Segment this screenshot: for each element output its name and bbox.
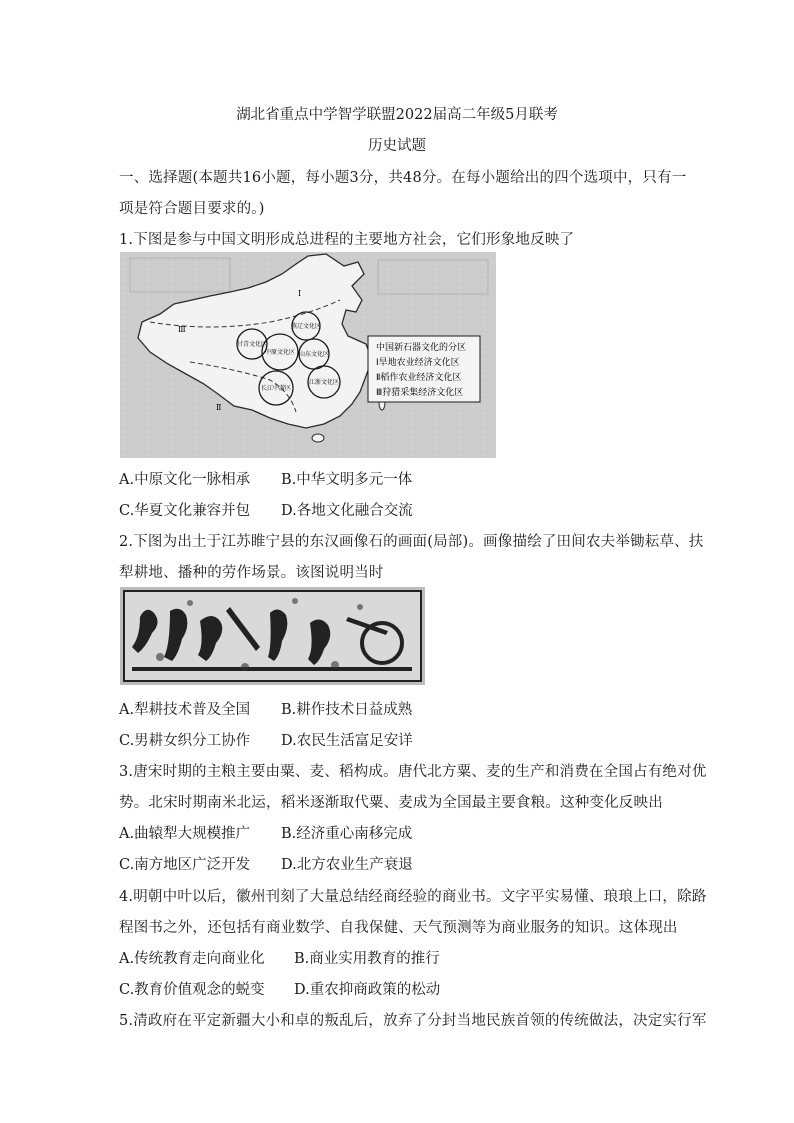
q3-option-c[interactable]: C.南方地区广泛开发 — [119, 857, 251, 873]
region-mark: Ⅱ — [216, 403, 222, 412]
q3-option-d[interactable]: D.北方农业生产衰退 — [281, 857, 413, 873]
region-mark: Ⅲ — [178, 325, 186, 334]
question-4-stem-cont: 程图书之外，还包括有商业数学、自我保健、天气预测等为商业服务的知识。这体现出 — [119, 920, 678, 936]
circle-label: 江浙文化区 — [308, 379, 340, 386]
q3-option-a[interactable]: A.曲辕犁大规模推广 — [119, 826, 251, 842]
circle-label: 燕辽文化区 — [290, 323, 322, 330]
q2-option-c[interactable]: C.男耕女织分工协作 — [119, 733, 251, 749]
q2-option-d[interactable]: D.农民生活富足安详 — [281, 733, 413, 749]
subject-title: 历史试题 — [368, 138, 426, 154]
circle-label: 甘青文化区 — [236, 341, 268, 348]
q3-option-b[interactable]: B.经济重心南移完成 — [281, 826, 413, 842]
q1-option-d[interactable]: D.各地文化融合交流 — [281, 503, 413, 519]
q4-option-c[interactable]: C.教育价值观念的蜕变 — [119, 982, 265, 998]
question-4-stem: 4.明朝中叶以后，徽州刊刻了大量总结经商经验的商业书。文字平实易懂、琅琅上口，除路 — [119, 889, 707, 905]
q2-option-a[interactable]: A.犁耕技术普及全国 — [119, 702, 251, 718]
q1-option-a[interactable]: A.中原文化一脉相承 — [119, 472, 251, 488]
han-stone-relief-image — [120, 587, 425, 685]
exam-title: 湖北省重点中学智学联盟2022届高二年级5月联考 — [236, 107, 558, 123]
circle-label: 山东文化区 — [298, 351, 330, 358]
question-3-stem-cont: 势。北宋时期南米北运，稻米逐渐取代粟、麦成为全国最主要食粮。这种变化反映出 — [119, 795, 663, 811]
circle-label: 中原文化区 — [264, 349, 296, 356]
section-intro-cont: 项是符合题目要求的。) — [119, 201, 265, 217]
legend-item: Ⅰ旱地农业经济文化区 — [376, 358, 460, 368]
question-3-stem: 3.唐宋时期的主粮主要由粟、麦、稻构成。唐代北方粟、麦的生产和消费在全国占有绝对优 — [119, 764, 707, 780]
question-1-stem: 1.下图是参与中国文明形成总进程的主要地方社会，它们形象地反映了 — [119, 232, 575, 248]
question-2-stem-cont: 犁耕地、播种的劳作场景。该图说明当时 — [119, 565, 384, 581]
legend-item: Ⅲ狩猎采集经济文化区 — [376, 388, 464, 398]
q2-option-b[interactable]: B.耕作技术日益成熟 — [281, 702, 413, 718]
q4-option-a[interactable]: A.传统教育走向商业化 — [119, 951, 265, 967]
neolithic-culture-map — [120, 252, 496, 458]
question-5-stem: 5.清政府在平定新疆大小和卓的叛乱后，放弃了分封当地民族首领的传统做法，决定实行军 — [119, 1013, 707, 1029]
q1-option-c[interactable]: C.华夏文化兼容并包 — [119, 503, 251, 519]
region-mark: Ⅰ — [298, 289, 302, 298]
circle-label: 长江中游区 — [260, 385, 292, 392]
section-intro: 一、选择题(本题共16小题，每小题3分，共48分。在每小题给出的四个选项中，只有一 — [119, 170, 687, 186]
question-2-stem: 2.下图为出土于江苏睢宁县的东汉画像石的画面(局部)。画像描绘了田间农夫举锄耘草、扶 — [119, 534, 704, 550]
legend-title: 中国新石器文化的分区 — [376, 343, 467, 353]
q4-option-d[interactable]: D.重农抑商政策的松动 — [294, 982, 441, 998]
legend-item: Ⅱ稻作农业经济文化区 — [376, 373, 462, 383]
q4-option-b[interactable]: B.商业实用教育的推行 — [294, 951, 440, 967]
q1-option-b[interactable]: B.中华文明多元一体 — [281, 472, 413, 488]
